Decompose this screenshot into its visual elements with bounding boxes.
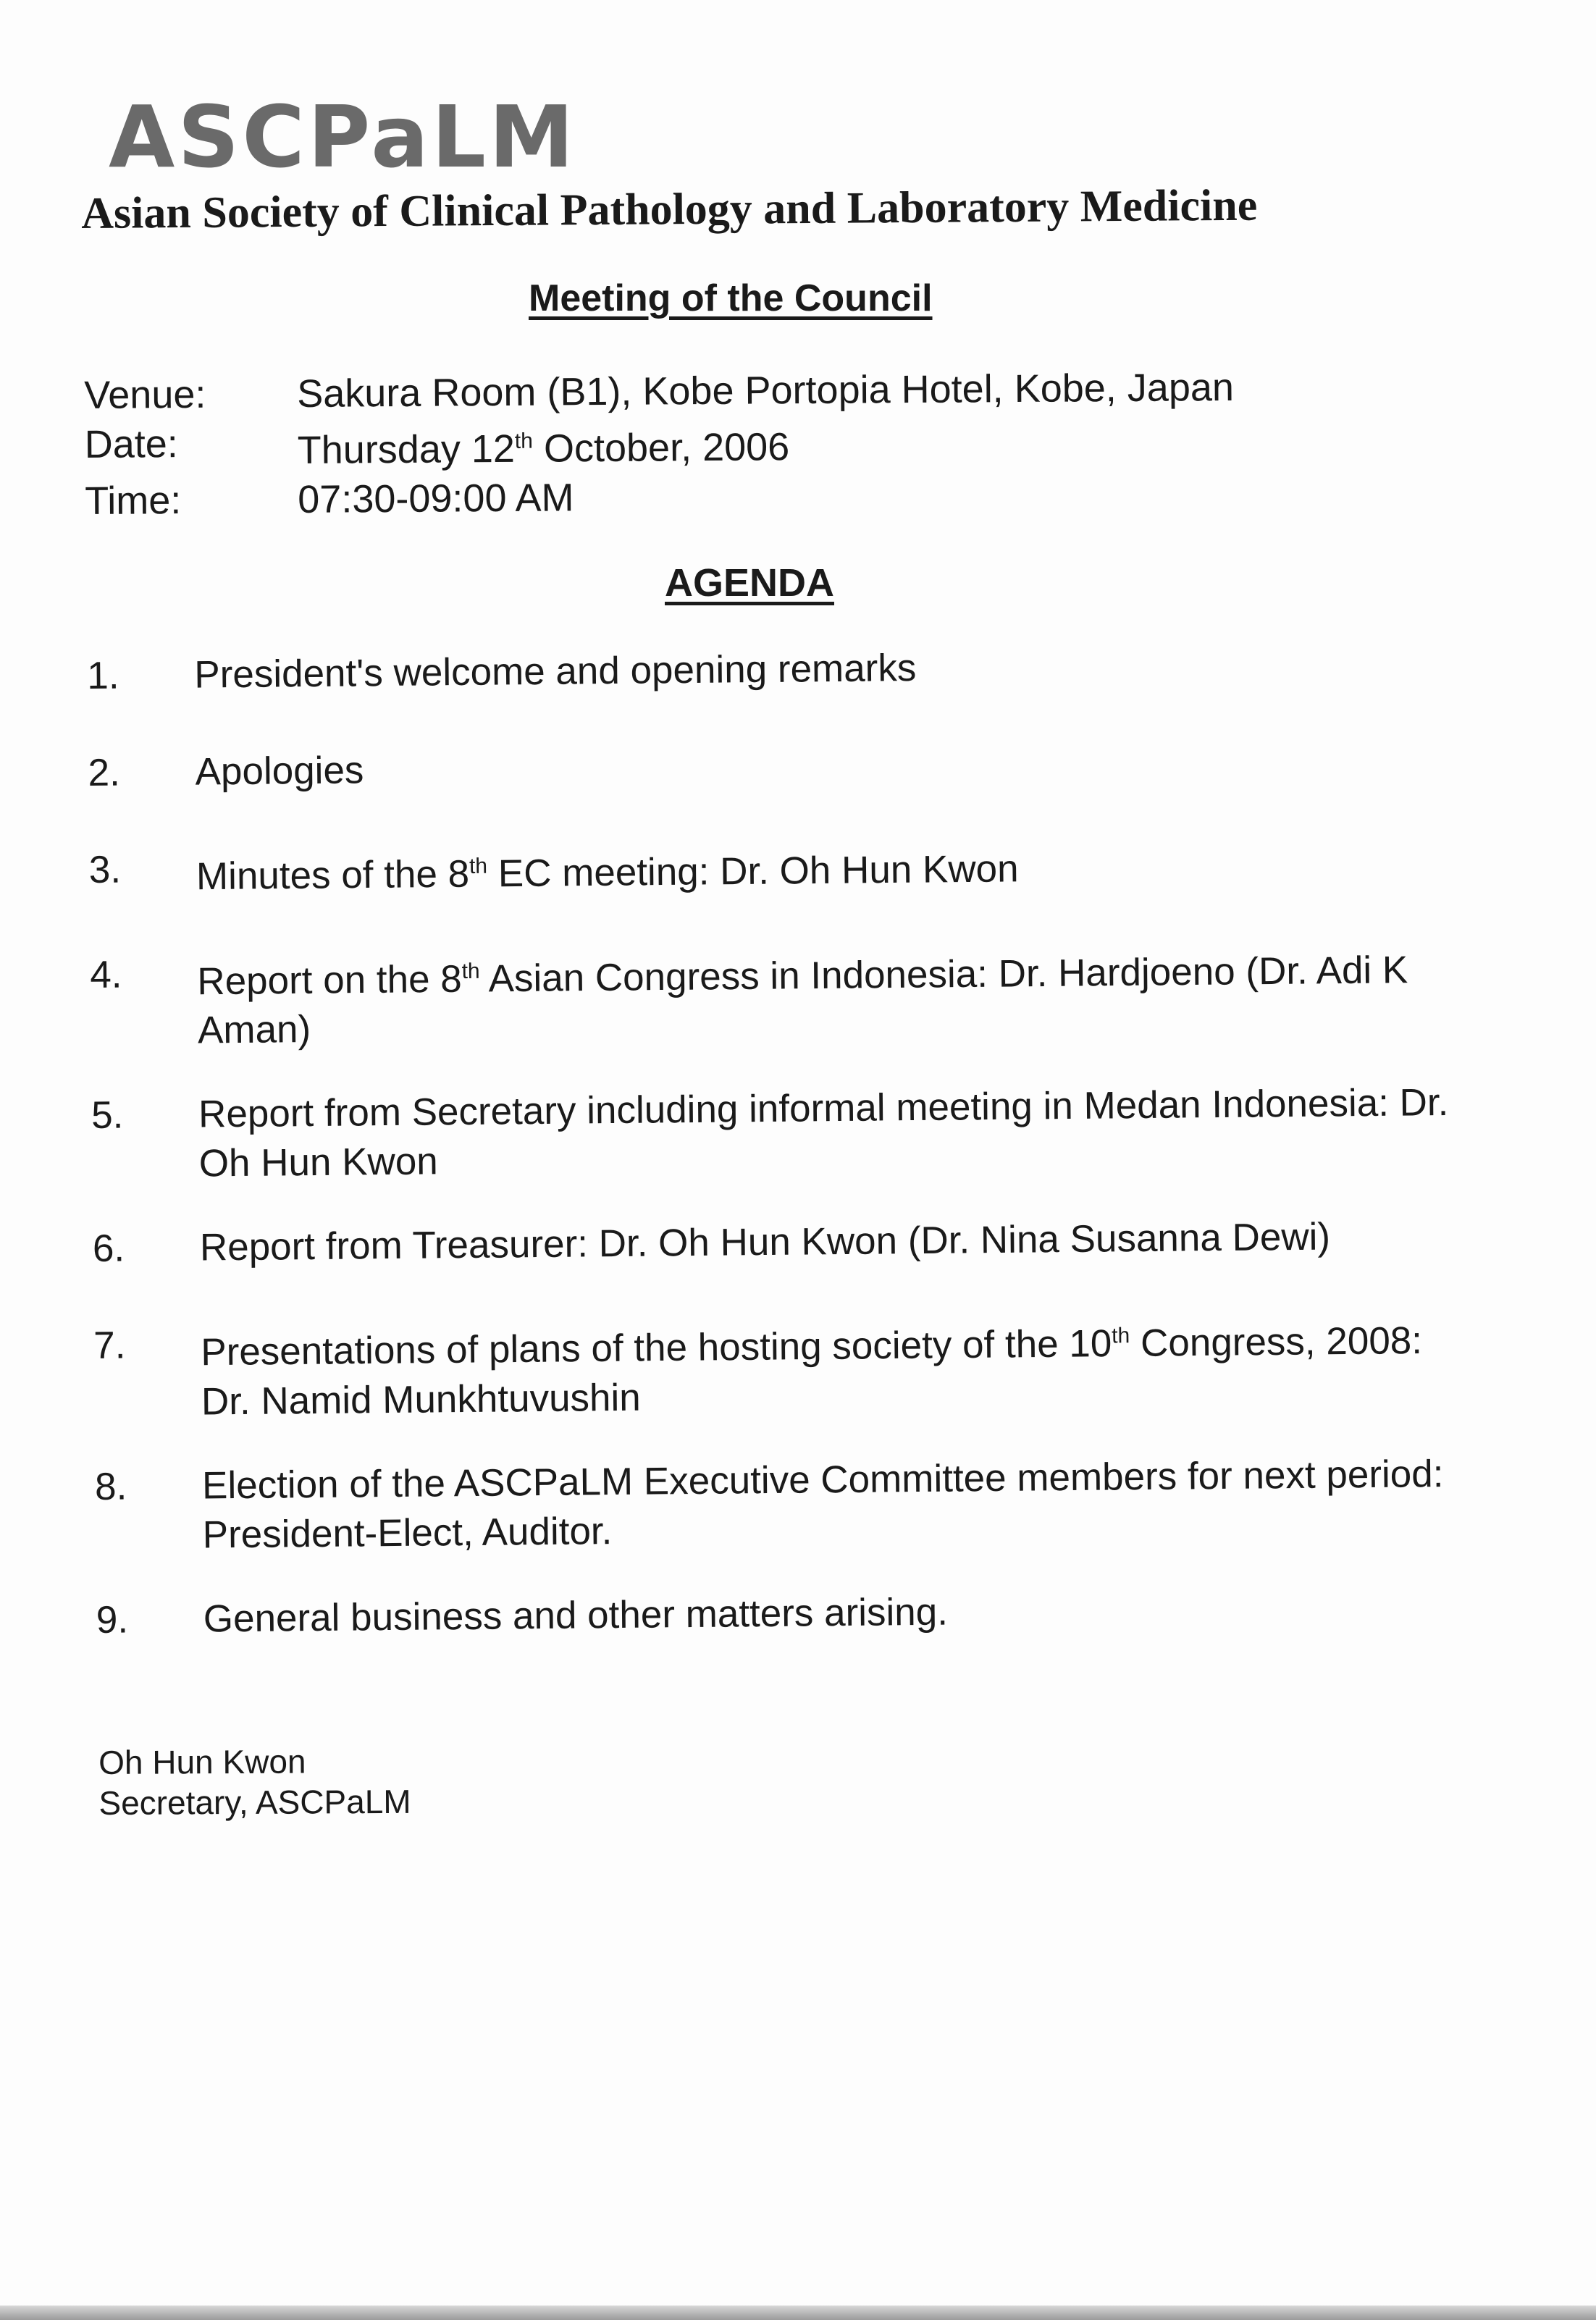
agenda-item-number: 5. (91, 1093, 124, 1138)
agenda-item-text: General business and other matters arising. (203, 1590, 949, 1641)
venue-row (84, 363, 1234, 420)
agenda-item (95, 1450, 1457, 1561)
agenda-item-number: 4. (89, 953, 122, 996)
date-label: Date: (84, 422, 178, 466)
agenda-text-part: Congress, 2008: Dr. Namid Munkhtuvushin (201, 1319, 1423, 1424)
agenda-item (90, 938, 1452, 1057)
meeting-title: Meeting of the Council (529, 277, 933, 319)
date-row (84, 412, 1234, 476)
organization-name: Asian Society of Clinical Pathology and Laboratory Medicine (81, 180, 1258, 238)
agenda-item (91, 1078, 1453, 1190)
date-rest: October, 2006 (532, 425, 790, 471)
agenda-item (88, 736, 1450, 798)
agenda-item-number: 1. (87, 654, 119, 697)
agenda-text-part: Presentations of plans of the hosting society of the 10 (201, 1322, 1112, 1374)
society-logo: ASCPaLM (109, 87, 577, 187)
agenda-item (87, 639, 1449, 701)
scan-edge-shadow (0, 2306, 1596, 2320)
ordinal-suffix: th (469, 854, 488, 878)
agenda-item-number: 7. (93, 1324, 126, 1368)
agenda-text-part: Asian Congress in Indonesia: Dr. Hardjoeno (Dr. Adi K Aman) (197, 948, 1408, 1052)
agenda-item (93, 1308, 1456, 1428)
ordinal-suffix: th (1112, 1324, 1130, 1348)
time-value: 07:30-09:00 AM (298, 476, 574, 521)
agenda-item-text: Apologies (195, 749, 364, 794)
agenda-item-number: 6. (92, 1227, 125, 1271)
agenda-item-number: 3. (88, 848, 122, 891)
agenda-item (96, 1583, 1458, 1645)
agenda-list (87, 639, 1458, 1693)
agenda-item (89, 833, 1451, 903)
venue-label: Venue: (84, 372, 206, 417)
agenda-item-text: Report from Treasurer: Dr. Oh Hun Kwon (Dr. Nina Susanna Dewi) (199, 1215, 1331, 1269)
agenda-title: AGENDA (665, 561, 835, 605)
ordinal-suffix: th (461, 959, 480, 983)
agenda-item-number: 8. (94, 1465, 127, 1508)
agenda-text-part: Report on the 8 (197, 957, 463, 1003)
time-label: Time: (85, 479, 182, 523)
agenda-item-number: 9. (96, 1598, 129, 1642)
signatory-name: Oh Hun Kwon (98, 1742, 306, 1781)
agenda-item-number: 2. (88, 751, 121, 794)
meeting-details (84, 363, 1235, 526)
signatory-title: Secretary, ASCPaLM (98, 1782, 411, 1822)
agenda-item (93, 1211, 1455, 1274)
time-row (85, 468, 1235, 526)
agenda-item-text: Report from Secretary including informal meeting in Medan Indonesia: Dr. Oh Hun Kwon (198, 1081, 1449, 1185)
agenda-item-text: President's welcome and opening remarks (194, 647, 917, 697)
date-ordinal: th (514, 429, 534, 453)
agenda-item-text (201, 1308, 1456, 1426)
agenda-item-text: Election of the ASCPaLM Executive Committee members for next period: President-Elect, Auditor. (201, 1453, 1444, 1557)
agenda-text-part: EC meeting: Dr. Oh Hun Kwon (487, 847, 1019, 896)
agenda-text-part: Minutes of the 8 (196, 852, 470, 899)
agenda-item-text (196, 833, 1451, 901)
signature-block (98, 1741, 411, 1823)
date-main: Thursday 12 (297, 426, 516, 472)
agenda-item-text (197, 938, 1452, 1056)
date-value (297, 415, 789, 475)
venue-value: Sakura Room (B1), Kobe Portopia Hotel, Kobe, Japan (297, 365, 1235, 416)
